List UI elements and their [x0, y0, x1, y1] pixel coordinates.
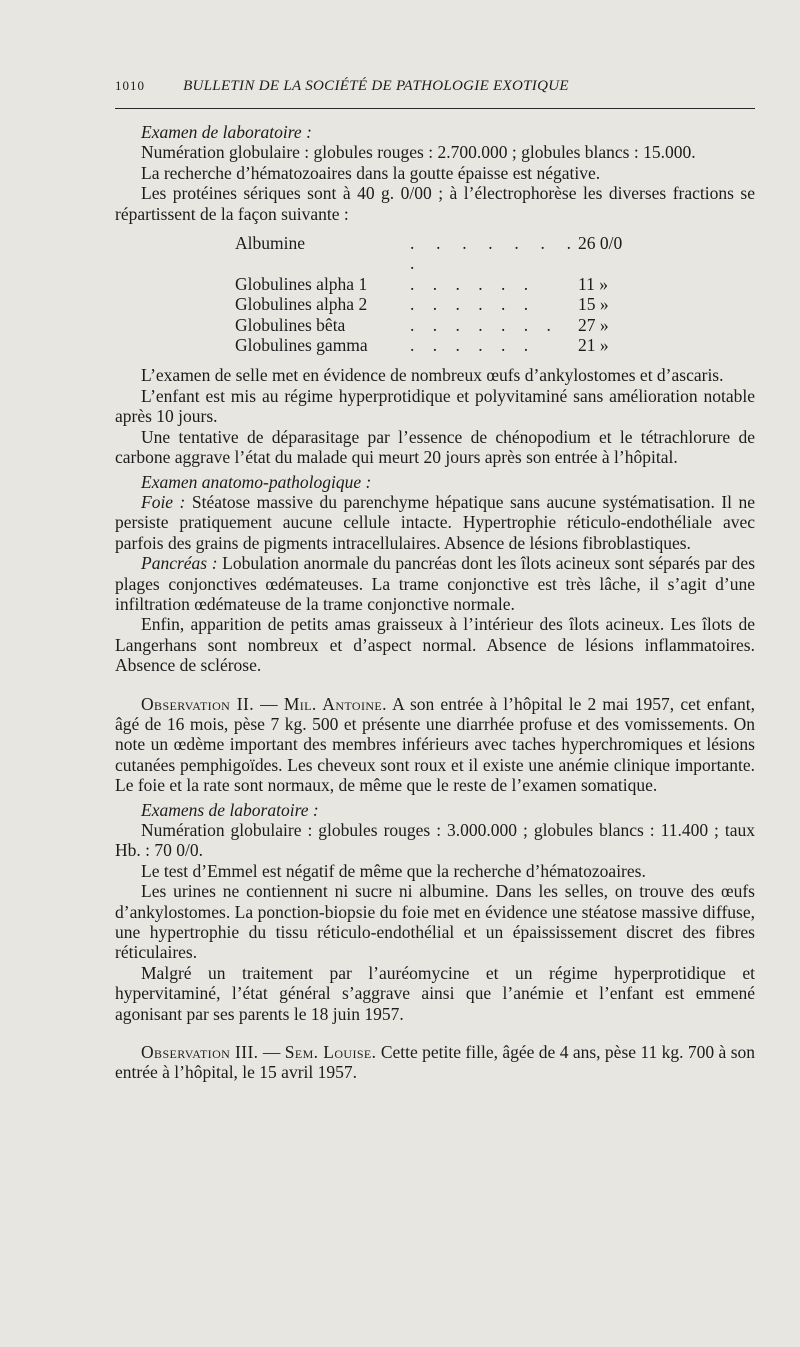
- foie-label: Foie :: [141, 491, 186, 512]
- table-row: [235, 274, 622, 294]
- fraction-label: Globulines alpha 2: [235, 294, 368, 315]
- fraction-value: 15 »: [578, 294, 609, 315]
- fraction-value: 27 »: [578, 314, 609, 335]
- leader-dots: . . . . . .: [410, 335, 536, 356]
- observation-text: A son entrée à l’hôpital le 2 mai 1957, cet enfant, âgé de 16 mois, pèse 7 kg. 500 et présente une diarrhée profuse et des vomissements. On note un œdème important des membres inférieurs avec taches hyperchromiques et lésions cutanées pemphigoïdes. Les cheveux sont roux et il existe une anémie clinique importante. Le foie et la rate sont normaux, de même que le reste de l’examen somatique.: [115, 693, 756, 796]
- section-heading-lab2: Examens de laboratoire :: [141, 799, 319, 820]
- paragraph: Les protéines sériques sont à 40 g. 0/00 ; à l’électrophorèse les diverses fractions se répartissent de la façon suivante :: [115, 183, 755, 224]
- paragraph-foie: [115, 492, 755, 553]
- table-row: [235, 294, 622, 314]
- paragraph: Le test d’Emmel est négatif de même que la recherche d’hématozoaires.: [141, 860, 646, 881]
- section-heading-anatomo: Examen anatomo-pathologique :: [141, 471, 372, 492]
- paragraph: Numération globulaire : globules rouges : 2.700.000 ; globules blancs : 15.000.: [141, 142, 696, 163]
- fraction-label: Globulines bêta: [235, 314, 346, 335]
- electrophoresis-table: [235, 233, 622, 355]
- fraction-label: Globulines gamma: [235, 335, 368, 356]
- leader-dots: . . . . . . .: [410, 314, 558, 335]
- observation-text: Cette petite fille, âgée de 4 ans, pèse 11 kg. 700 à son entrée à l’hôpital, le 15 avril 1957.: [115, 1042, 756, 1083]
- leader-dots: . . . . . .: [410, 273, 536, 294]
- foie-text: Stéatose massive du parenchyme hépatique sans aucune systématisation. Il ne persiste pratiquement aucune cellule intacte. Hypertrophie réticulo-endothéliale avec parfois des grains de pigments intracellulaires. Absence de lésions fibroblastiques.: [115, 491, 756, 553]
- observation-2: [115, 694, 755, 796]
- table-row: [235, 315, 622, 335]
- running-header: [115, 78, 690, 95]
- observation-3: [115, 1042, 755, 1083]
- paragraph: La recherche d’hématozoaires dans la goutte épaisse est négative.: [141, 162, 601, 183]
- fraction-label: Globulines alpha 1: [235, 273, 368, 294]
- page-number: 1010: [115, 78, 145, 93]
- paragraph: Malgré un traitement par l’auréomycine et un régime hyperprotidique et hypervitaminé, l’état général s’aggrave ainsi que l’anémie et l’enfant est emmené agonisant par ses parents le 18 juin 1957.: [115, 962, 755, 1024]
- section-heading-lab: Examen de laboratoire :: [141, 122, 312, 142]
- header-rule: [115, 108, 755, 109]
- observation-label: Observation II.: [141, 693, 254, 714]
- paragraph: Enfin, apparition de petits amas graisseux à l’intérieur des îlots acineux. Les îlots de Langerhans sont nombreux et d’aspect normal. Absence de lésions inflammatoires. Absence de sclérose.: [115, 614, 755, 676]
- fraction-value: 11 »: [578, 273, 608, 294]
- article-body: [115, 118, 755, 1083]
- patient-name: Mil. Antoine.: [283, 693, 387, 714]
- fraction-value: 26 0/0: [578, 233, 623, 254]
- fraction-value: 21 »: [578, 335, 609, 356]
- observation-label: Observation III.: [141, 1042, 259, 1063]
- paragraph: L’enfant est mis au régime hyperprotidique et polyvitaminé sans amélioration notable après 10 jours.: [115, 385, 755, 427]
- paragraph: Les urines ne contiennent ni sucre ni albumine. Dans les selles, on trouve des œufs d’ankylostomes. La ponction-biopsie du foie met en évidence une stéatose massive diffuse, une hypertrophie du tissu réticulo-endothélial et un épaississement discret des fibres réticulaires.: [115, 881, 755, 963]
- pancreas-text: Lobulation anormale du pancréas dont les îlots acineux sont séparés par des plages conjonctives œdémateuses. La trame conjonctive est très lâche, il s’agit d’une infiltration œdémateuse de la trame conjonctive normale.: [115, 553, 756, 614]
- patient-name: Sem. Louise.: [284, 1042, 377, 1063]
- paragraph-pancreas: [115, 553, 755, 614]
- paragraph: Une tentative de déparasitage par l’essence de chénopodium et le tétrachlorure de carbone aggrave l’état du malade qui meurt 20 jours après son entrée à l’hôpital.: [115, 426, 755, 468]
- leader-dots: . . . . . . . .: [410, 233, 578, 274]
- table-row: [235, 335, 622, 355]
- dash: —: [254, 693, 284, 714]
- dash: —: [258, 1042, 285, 1063]
- table-row: [235, 233, 622, 274]
- journal-title: BULLETIN DE LA SOCIÉTÉ DE PATHOLOGIE EXOTIQUE: [183, 78, 569, 94]
- leader-dots: . . . . . .: [410, 294, 536, 315]
- paragraph: L’examen de selle met en évidence de nombreux œufs d’ankylostomes et d’ascaris.: [141, 365, 724, 386]
- fraction-label: Albumine: [235, 233, 305, 254]
- paragraph: Numération globulaire : globules rouges : 3.000.000 ; globules blancs : 11.400 ; taux Hb. : 70 0/0.: [115, 820, 755, 861]
- pancreas-label: Pancréas :: [141, 553, 218, 574]
